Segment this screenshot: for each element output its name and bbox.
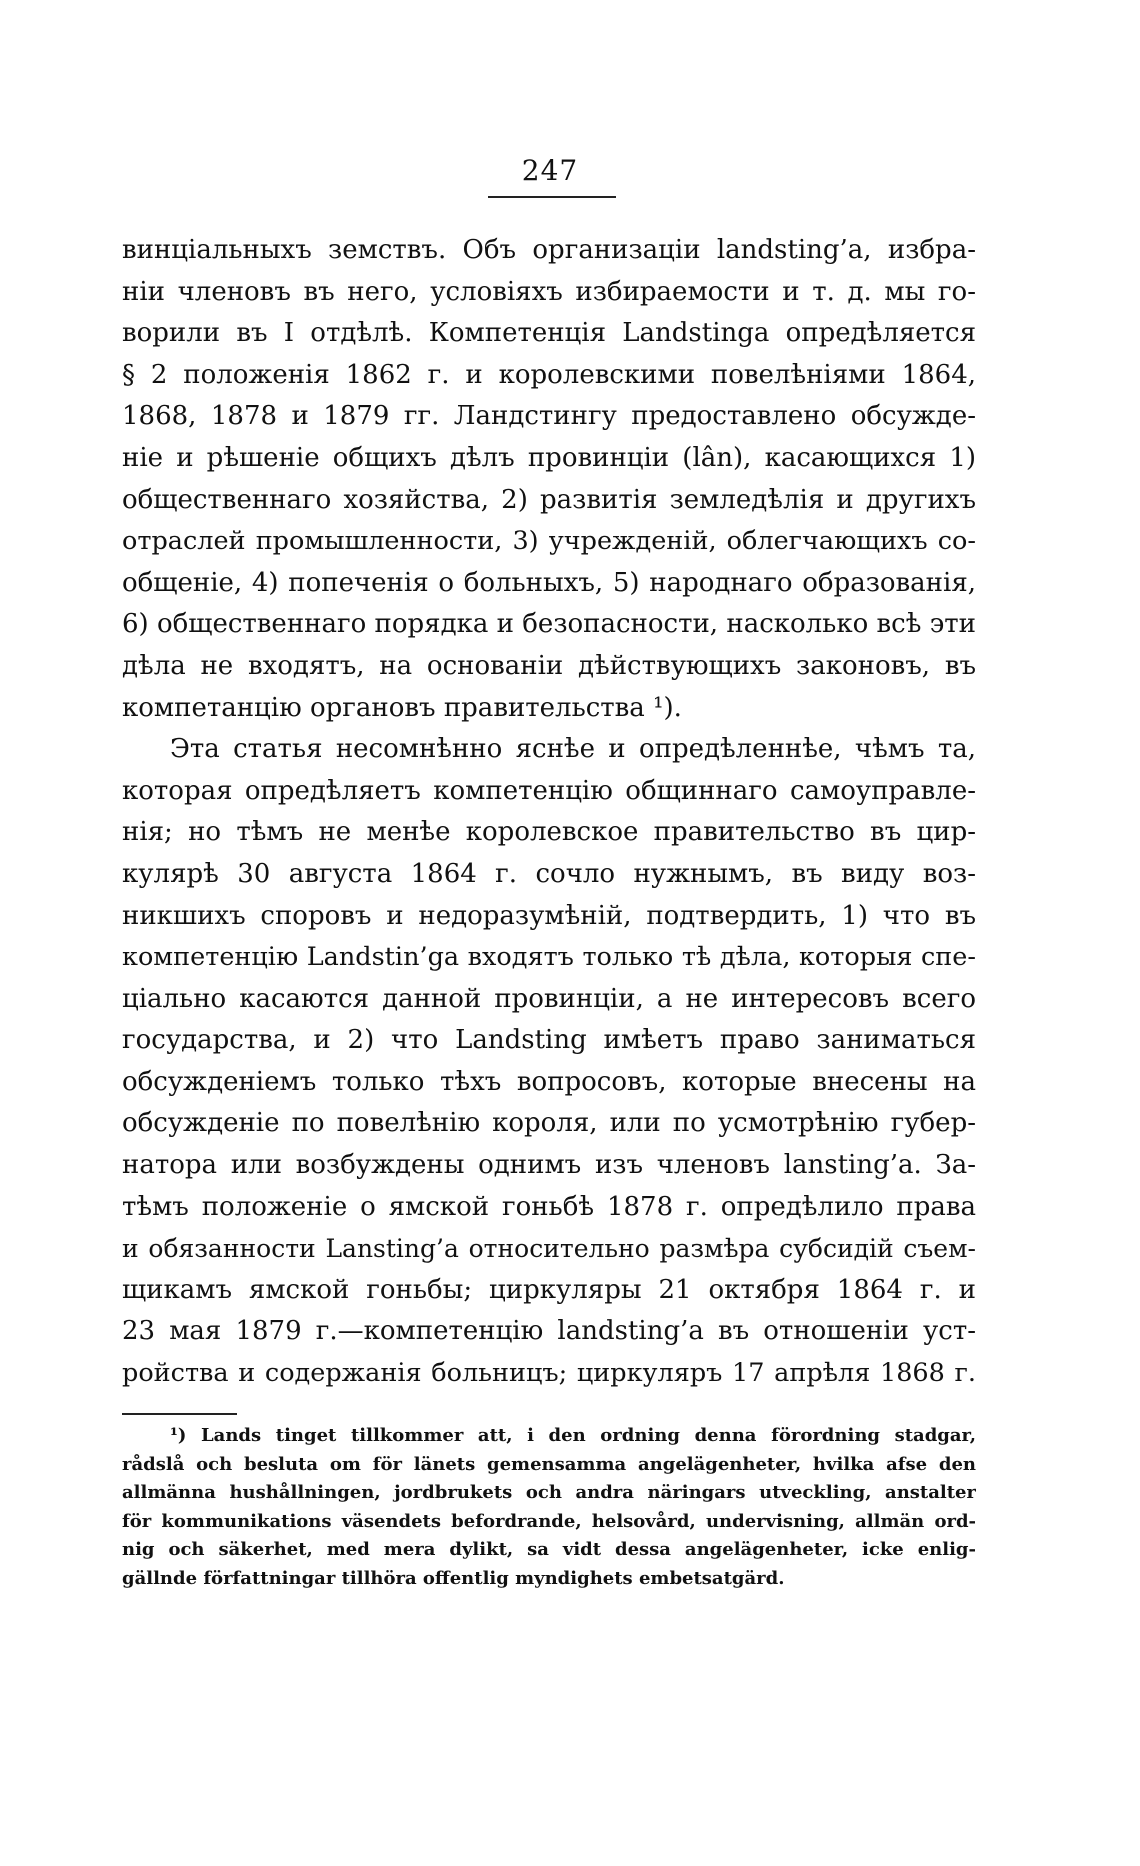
footnote-line: för kommunikations väsendets befordrande, helsovård, undervisning, allmän ord-	[122, 1510, 976, 1532]
text-line: ворили въ I отдѣлѣ. Компетенція Landstinga опредѣляется	[122, 318, 976, 349]
text-line: § 2 положенія 1862 г. и королевскими повелѣніями 1864,	[122, 359, 976, 390]
text-line: винціальныхъ земствъ. Объ организаціи landsting’a, избра-	[122, 235, 976, 265]
footnote-line: nig och säkerhet, med mera dylikt, sa vidt dessa angelägenheter, icke enlig-	[122, 1539, 976, 1561]
footnote-line: allmänna hushållningen, jordbrukets och andra näringars utveckling, anstalter	[122, 1482, 976, 1504]
text-line: обсужденіе по повелѣнію короля, или по усмотрѣнію губер-	[122, 1108, 976, 1139]
text-line: ніи членовъ въ него, условіяхъ избираемости и т. д. мы го-	[122, 276, 976, 307]
text-line: 6) общественнаго порядка и безопасности, насколько всѣ эти	[122, 609, 976, 640]
footnote-line: rådslå och besluta om för länets gemensamma angelägenheter, hvilka afse den	[122, 1453, 976, 1475]
text-line: нія; но тѣмъ не менѣе королевское правительство въ цир-	[122, 817, 976, 848]
text-line: ніе и рѣшеніе общихъ дѣлъ провинціи (lân), касающихся 1)	[122, 442, 976, 473]
page-number-rule	[488, 196, 616, 198]
text-line: и обязанности Lansting’a относительно размѣра субсидій съем-	[122, 1234, 976, 1264]
text-line: никшихъ споровъ и недоразумѣній, подтвердить, 1) что въ	[122, 900, 976, 931]
text-line: ройства и содержанія больницъ; циркуляръ 17 апрѣля 1868 г.	[122, 1358, 976, 1389]
text-line: компетенцію Landstin’ga входятъ только тѣ дѣла, которыя спе-	[122, 942, 976, 973]
footnote-line: gällnde författningar tillhöra offentlig myndighets embetsatgärd.	[122, 1567, 785, 1589]
text-line: 1868, 1878 и 1879 гг. Ландстингу предоставлено обсужде-	[122, 401, 976, 432]
footnote-line: ¹) Lands tinget tillkommer att, i den ordning denna förordning stadgar,	[170, 1425, 976, 1446]
text-line: дѣла не входятъ, на основаніи дѣйствующихъ законовъ, въ	[122, 650, 976, 681]
text-line: обсужденіемъ только тѣхъ вопросовъ, которые внесены на	[122, 1066, 976, 1097]
text-line: кулярѣ 30 августа 1864 г. сочло нужнымъ, въ виду воз-	[122, 858, 976, 889]
text-line: которая опредѣляетъ компетенцію общиннаго самоуправле-	[122, 775, 976, 806]
footnote-rule	[122, 1413, 237, 1415]
text-line: государства, и 2) что Landsting имѣетъ право заниматься	[122, 1025, 976, 1056]
text-line: общественнаго хозяйства, 2) развитія земледѣлія и другихъ	[122, 484, 976, 515]
text-line: общеніе, 4) попеченія о больныхъ, 5) народнаго образованія,	[122, 567, 976, 598]
paragraph-start-line: Эта статья несомнѣнно яснѣе и опредѣленнѣе, чѣмъ та,	[170, 734, 976, 765]
text-line: щикамъ ямской гоньбы; циркуляры 21 октября 1864 г. и	[122, 1274, 976, 1305]
body-text	[122, 230, 976, 1395]
page-number: 247	[521, 154, 579, 187]
text-line: 23 мая 1879 г.—компетенцію landsting’a въ отношеніи уст-	[122, 1316, 976, 1347]
text-line: отраслей промышленности, 3) учрежденій, облегчающихъ со-	[122, 526, 976, 557]
footnote	[122, 1422, 976, 1594]
text-line: тѣмъ положеніе о ямской гоньбѣ 1878 г. опредѣлило права	[122, 1191, 976, 1222]
text-line: ціально касаются данной провинціи, а не интересовъ всего	[122, 983, 976, 1014]
paragraph-end-line: компетанцію органовъ правительства ¹).	[122, 692, 682, 723]
text-line: натора или возбуждены однимъ изъ членовъ lansting’a. За-	[122, 1150, 976, 1181]
